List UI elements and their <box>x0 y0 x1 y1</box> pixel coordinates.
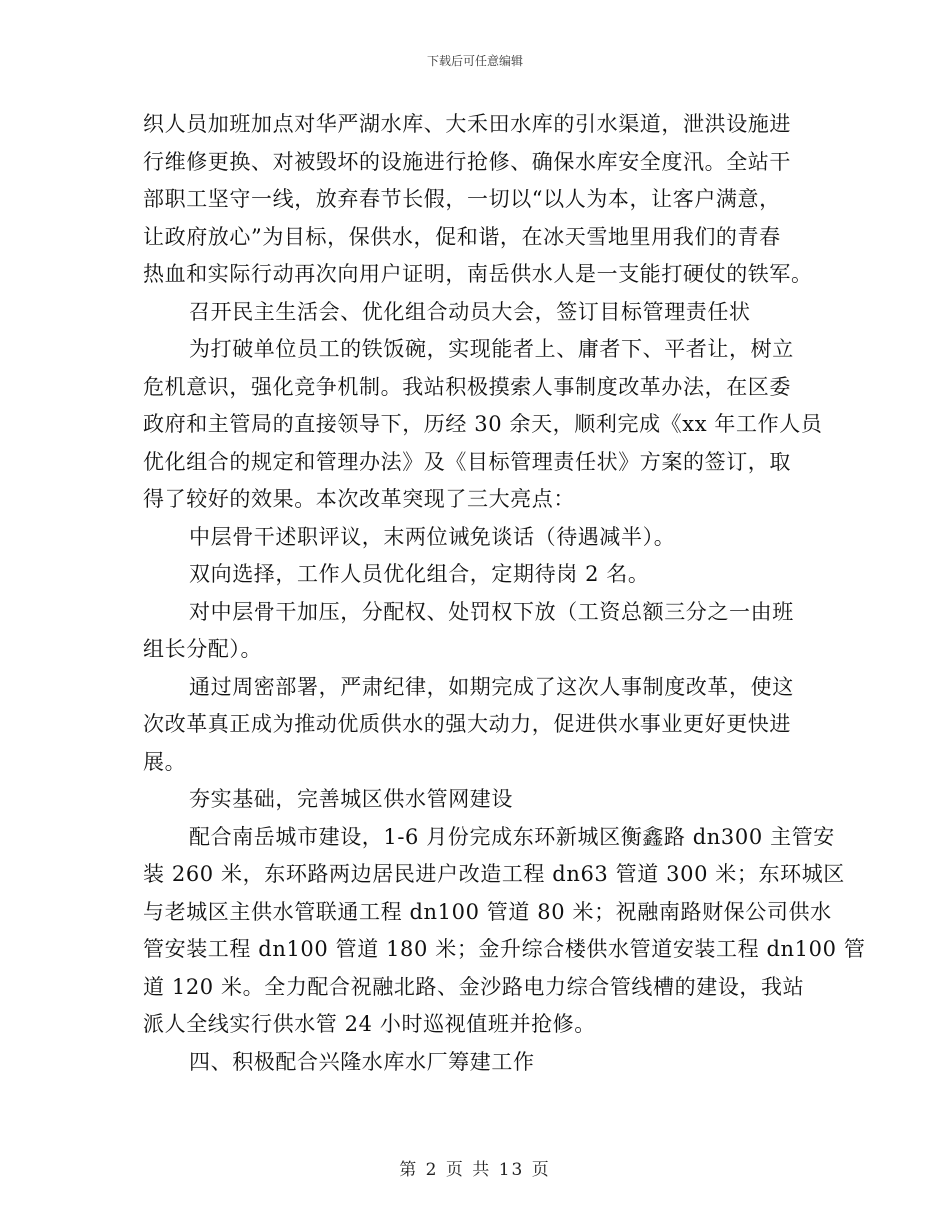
highlight-item: 中层骨干述职评议，末两位诫免谈话（待遇减半）。 <box>189 524 676 549</box>
body-line: 次改革真正成为推动优质供水的强大动力，促进供水事业更好更快进 <box>143 712 791 736</box>
body-line: 与老城区主供水管联通工程 dn100 管道 80 米；祝融南路财保公司供水 <box>143 899 832 924</box>
section-heading: 召开民主生活会、优化组合动员大会，签订目标管理责任状 <box>189 299 751 324</box>
page-header-note: 下载后可任意编辑 <box>426 54 523 68</box>
body-line: 热血和实际行动再次向用户证明，南岳供水人是一支能打硬仗的铁军。 <box>143 262 813 286</box>
section-heading: 四、积极配合兴隆水库水厂筹建工作 <box>189 1049 535 1074</box>
highlight-item: 双向选择，工作人员优化组合，定期待岗 2 名。 <box>189 562 650 586</box>
body-line: 织人员加班加点对华严湖水库、大禾田水库的引水渠道，泄洪设施进 <box>143 112 791 136</box>
body-line: 危机意识，强化竞争机制。我站积极摸索人事制度改革办法，在区委 <box>143 374 791 399</box>
body-line: 得了较好的效果。本次改革突现了三大亮点： <box>143 487 575 511</box>
body-line: 派人全线实行供水管 24 小时巡视值班并抢修。 <box>143 1012 596 1036</box>
document-body <box>143 106 866 1081</box>
body-line: 行维修更换、对被毁坏的设施进行抢修、确保水库安全度汛。全站干 <box>143 149 791 174</box>
body-line: 通过周密部署，严肃纪律，如期完成了这次人事制度改革，使这 <box>189 674 794 699</box>
body-line: 部职工坚守一线，放弃春节长假，一切以“以人为本，让客户满意， <box>143 187 781 211</box>
body-line: 装 260 米，东环路两边居民进户改造工程 dn63 管道 300 米；东环城区 <box>143 862 845 886</box>
body-line: 为打破单位员工的铁饭碗，实现能者上、庸者下、平者让，树立 <box>189 337 794 361</box>
body-line: 优化组合的规定和管理办法》及《目标管理责任状》方案的签订，取 <box>143 449 791 474</box>
body-line: 让政府放心”为目标，保供水，促和谐，在冰天雪地里用我们的青春 <box>143 224 781 249</box>
body-line: 政府和主管局的直接领导下，历经 30 余天，顺利完成《xx 年工作人员 <box>143 412 823 436</box>
section-heading: 夯实基础，完善城区供水管网建设 <box>189 787 513 811</box>
highlight-item: 对中层骨干加压，分配权、处罚权下放（工资总额三分之一由班 <box>189 599 794 624</box>
body-line: 管安装工程 dn100 管道 180 米；金升综合楼供水管道安装工程 dn100 管 <box>143 937 866 961</box>
body-line: 组长分配）。 <box>143 637 263 661</box>
body-line: 配合南岳城市建设，1-6 月份完成东环新城区衡鑫路 dn300 主管安 <box>189 824 835 849</box>
body-line: 道 120 米。全力配合祝融北路、金沙路电力综合管线槽的建设，我站 <box>143 974 805 999</box>
body-line: 展。 <box>143 749 187 774</box>
page-number: 第 2 页 共 13 页 <box>399 1160 551 1180</box>
